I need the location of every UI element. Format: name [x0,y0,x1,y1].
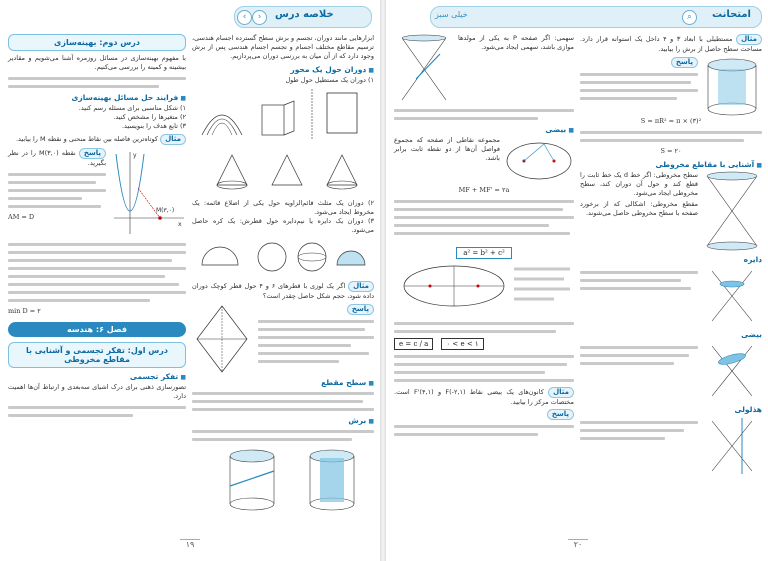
rectangle-shape [327,93,357,133]
example-rhombus [192,281,374,301]
answer-label: پاسخ [347,304,374,315]
example-text: کوتاه‌ترین فاصله بین نقاط منحنی و نقطه M را بیابید. [15,135,159,143]
answer-label: پاسخ [79,148,106,159]
search-icon[interactable]: ⌕ [682,10,697,25]
section-optimization-title: درس دوم: بهینه‌سازی [8,34,186,51]
ellipse-foci-diagram [504,136,574,186]
example-text: کانون‌های یک بیضی نقاط F(-۲,۱) و F'(۴,۱) است. مختصات مرکز را بیابید. [394,388,574,406]
rotation-item-1: ۱) دوران یک مستطیل حول طول [285,76,374,84]
min-result: min D = ۲ [8,307,41,315]
area-formula-1: S = πR² = π × (۳)² [640,117,702,125]
right-page-right-column [580,34,762,536]
step-1: ۱) شکل مناسبی برای مسئله رسم کنید. [78,104,186,112]
left-page-header [234,6,372,28]
brand-logo: خیلی سبز [435,10,468,19]
optimization-intro: با مفهوم بهینه‌سازی در مسائل روزمره آشنا می‌شویم و مقادیر بیشینه و کمینه را بررسی می‌کنیم. [8,54,186,71]
parabola-cone-diagram [394,34,454,104]
ellipse-section-diagram [702,341,762,401]
ellipse-axes-diagram [394,259,574,313]
book-fan-illustration [262,101,294,135]
fan-illustration [202,115,242,135]
rotation-item-2: ۲) دوران یک مثلث قائم‌الزاویه حول یکی از اضلاع قائمه: یک مخروط ایجاد می‌شود. [192,199,374,216]
right-page-left-column [394,34,574,536]
answer-label: پاسخ [547,409,574,420]
rhombus-rotation-diagram [192,304,252,374]
visual-thinking-text: تصورسازی ذهنی برای درک اشیای سه‌بعدی و ارتباط آن‌ها اهمیت دارد. [8,383,186,400]
left-page-title: خلاصه درس [275,9,334,20]
intro-paragraph: ابزارهایی مانند دوران، تجسم و برش سطح گسترده اجسام هندسی، ترسیم مقاطع مختلف اجسام و تجسم اجسام هندسی پس از برش وجود دارد که از آن میان به بررسی دوران می‌پردازیم. [192,34,374,60]
chevron-right-icon[interactable]: › [252,10,267,25]
example-text: اگر یک لوزی با قطرهای ۶ و ۴ حول قطر کوچک دوران داده شود، حجم شکل حاصل چقدر است؟ [192,282,374,300]
example-label: مثال [160,134,186,145]
graph-point-label: M(۳,۰) [156,207,175,214]
distance-formula: AM = D [8,213,35,221]
ellipse-definition: مجموعه نقاطی از صفحه که مجموع فواصل آن‌ها از دو نقطه ثابت برابر باشد. [394,136,500,162]
heading-cut: ■ برش [192,416,374,425]
conic-section-text: مقطع مخروطی: اشکالی که از برخورد صفحه با سطح مخروطی حاصل می‌شوند. [580,200,698,217]
answer-text: نقطه M(۳,۰) را در نظر بگیرید. [8,149,106,167]
optimization-example [8,134,186,145]
left-page-number: ۱۹ [180,539,200,552]
ellipse-heading: بیضی [741,330,762,339]
cylinder-diagram [702,57,762,117]
answer-label: پاسخ [671,57,698,68]
cylinder-cut-illustrations [192,446,374,516]
right-page-title: امتحانت [711,9,751,20]
eccentricity-range-box: ۰ < e < ۱ [441,338,483,350]
chapter-title: فصل ۶: هندسه [8,322,186,337]
parabola-intro: سهمی: اگر صفحه P به یکی از مولدها موازی باشد، سهمی ایجاد می‌شود. [458,34,575,51]
sphere-illustrations [192,235,374,275]
heading-conic-sections: ■ آشنایی با مقاطع مخروطی [580,160,762,169]
ellipse-sum-formula: MF + MF' = ۲a [458,186,510,194]
example-label: مثال [348,281,374,292]
example-label: مثال [548,387,574,398]
answer-text-lines [258,320,374,363]
heading-visual-thinking: ■ تفکر تجسمی [8,372,186,381]
left-page [4,6,376,554]
hyperbola-heading: هذلولی [734,405,762,414]
graph-y-label: y [133,152,137,159]
left-page-right-column [192,34,374,536]
parabola-graph [110,148,186,238]
area-formula-2: S = ۲۰ [660,147,682,155]
lesson-title: درس اول: تفکر تجسمی و آشنایی با مقاطع مخروطی [8,342,186,368]
double-cone-diagram [702,171,762,251]
example-label: مثال [736,34,762,45]
right-page-header [430,6,762,28]
right-page [390,6,764,554]
step-2: ۲) متغیرها را مشخص کنید. [113,113,186,121]
right-page-number: ۲۰ [568,539,588,552]
graph-x-label: x [178,221,182,228]
eccentricity-box: e = c / a [394,338,433,350]
conic-surface-text: سطح مخروطی: اگر خط d یک خط ثابت را قطع کند و حول آن دوران کند، سطح مخروطی ایجاد می‌شود. [580,171,698,197]
circle-heading: دایره [743,255,762,264]
heading-rotation: ■ دوران حول یک محور [192,65,374,74]
heading-optimization-process: ■ فرایند حل مسائل بهینه‌سازی [8,93,186,102]
heading-cross-section: ■ سطح مقطع [192,378,374,387]
cross-section-text [192,392,374,411]
book-gutter [380,0,386,561]
derivation-lines [8,243,186,302]
left-page-left-column [8,34,186,536]
cut-text [192,430,374,441]
ellipse-relation-box: a² = b² + c² [456,247,512,259]
heading-ellipse: ■ بیضی [394,125,574,134]
hyperbola-section-diagram [702,416,762,476]
circle-section-diagram [702,266,762,326]
step-3: ۳) تابع هدف را بنویسید. [121,122,186,130]
cone-illustrations [217,155,357,189]
cylinder-example [580,34,762,54]
ellipse-example [394,387,574,407]
example-text: مستطیلی با ابعاد ۳ و ۴ داخل یک استوانه قرار دارد. مساحت سطح حاصل از برش را بیابید. [580,35,762,53]
rotation-illustrations [192,85,374,195]
chevron-left-icon[interactable]: ‹ [237,10,252,25]
rotation-item-3: ۳) دوران یک دایره یا نیم‌دایره حول قطرش: یک کره حاصل می‌شود. [192,217,374,234]
